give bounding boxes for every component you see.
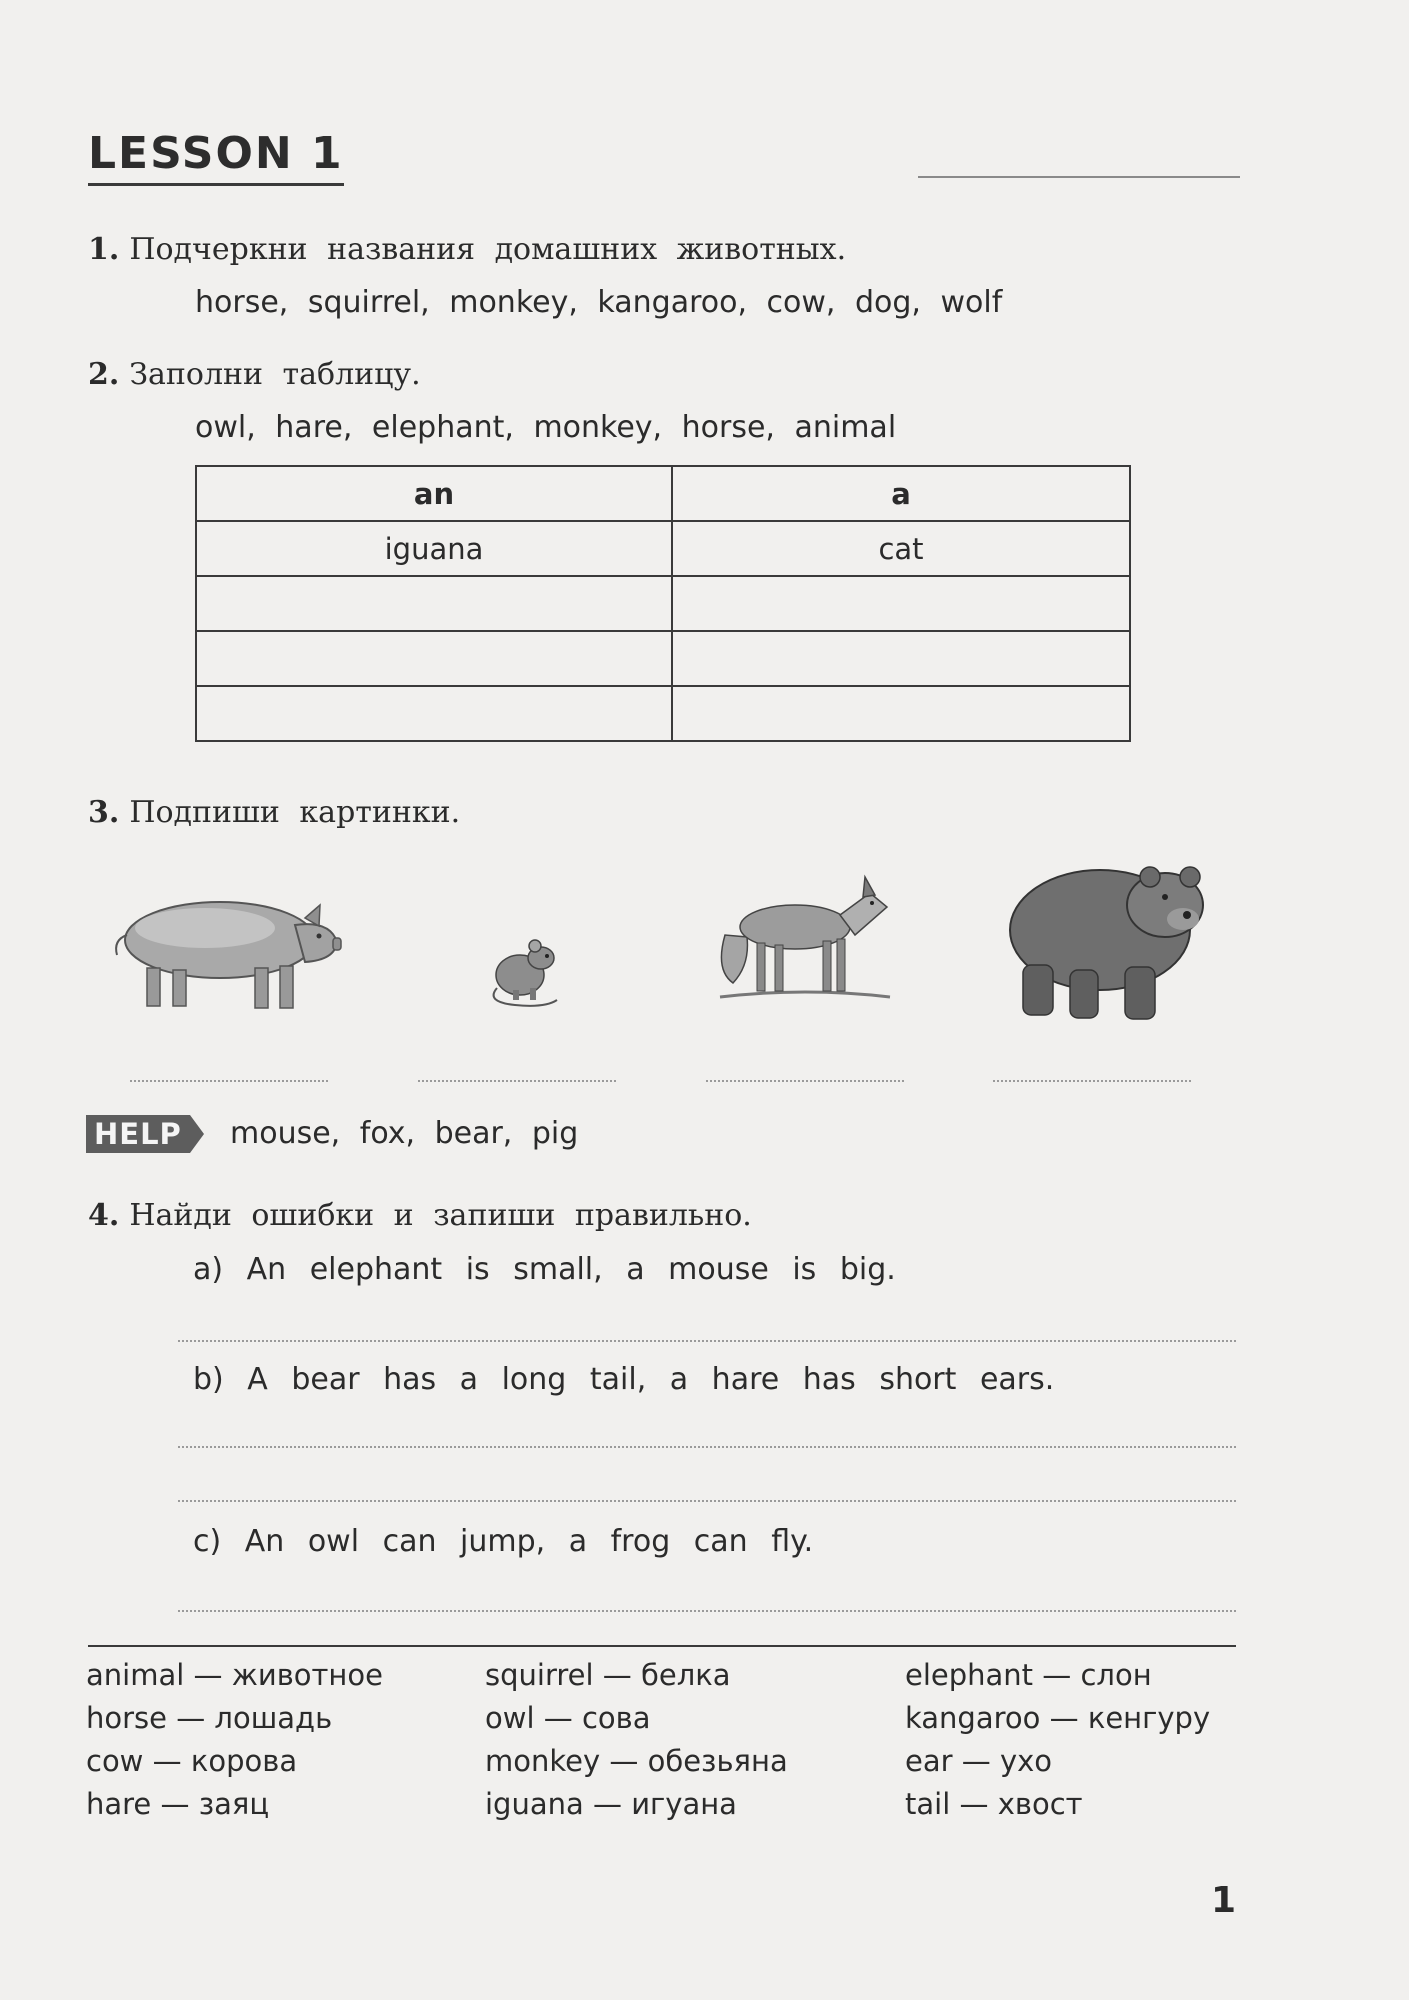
sentence-b (193, 1362, 1054, 1397)
help-badge: HELP (86, 1115, 190, 1153)
task-2-instruction (88, 357, 421, 392)
table-cell: iguana (196, 521, 672, 576)
writing-line[interactable] (178, 1610, 1236, 1612)
vocab-entry: elephant — слон (905, 1658, 1152, 1692)
vocab-entry: kangaroo — кенгуру (905, 1701, 1211, 1735)
sentence-c (193, 1524, 813, 1559)
vocab-entry: iguana — игуана (485, 1787, 737, 1821)
sentence-label: b) (193, 1362, 224, 1397)
table-header-row (196, 466, 1130, 521)
vocabulary-column-2 (485, 1654, 788, 1826)
table-cell[interactable] (196, 631, 672, 686)
sentence-text: An elephant is small, a mouse is big. (246, 1252, 896, 1287)
vocab-entry: hare — заяц (86, 1787, 270, 1821)
table-cell[interactable] (196, 686, 672, 741)
task-2-number: 2. (88, 357, 120, 392)
help-word-list: mouse, fox, bear, pig (230, 1116, 579, 1151)
bear-illustration (1005, 855, 1220, 1025)
task-4-number: 4. (88, 1198, 120, 1233)
writing-line[interactable] (178, 1446, 1236, 1448)
table-cell[interactable] (672, 576, 1130, 631)
vocab-entry: owl — сова (485, 1701, 651, 1735)
table-cell[interactable] (196, 576, 672, 631)
task-1-number: 1. (88, 232, 120, 267)
task-2-word-list: owl, hare, elephant, monkey, horse, animal (195, 410, 897, 445)
table-row (196, 631, 1130, 686)
lesson-title: LESSON 1 (88, 128, 344, 186)
sentence-label: c) (193, 1524, 222, 1559)
task-3-text: Подпиши картинки. (129, 795, 461, 830)
sentence-text: A bear has a long tail, a hare has short ears. (247, 1362, 1055, 1397)
task-3-instruction (88, 795, 460, 830)
picture-answer-line[interactable] (130, 1080, 328, 1082)
task-3-number: 3. (88, 795, 120, 830)
vocab-entry: horse — лошадь (86, 1701, 333, 1735)
writing-line[interactable] (178, 1340, 1236, 1342)
task-4-instruction (88, 1198, 752, 1233)
sentence-label: a) (193, 1252, 224, 1287)
vocabulary-column-3 (905, 1654, 1210, 1826)
page-number: 1 (1211, 1880, 1237, 1921)
vocabulary-column-1 (86, 1654, 383, 1826)
table-cell[interactable] (672, 631, 1130, 686)
vocab-entry: animal — животное (86, 1658, 383, 1692)
table-cell: cat (672, 521, 1130, 576)
table-row (196, 576, 1130, 631)
vocab-entry: ear — ухо (905, 1744, 1053, 1778)
vocab-entry: squirrel — белка (485, 1658, 731, 1692)
task-2-text: Заполни таблицу. (129, 357, 421, 392)
sentence-text: An owl can jump, a frog can fly. (244, 1524, 814, 1559)
table-row (196, 686, 1130, 741)
vocab-entry: cow — корова (86, 1744, 298, 1778)
writing-line[interactable] (178, 1500, 1236, 1502)
next-page-bleed-line (918, 176, 1240, 178)
picture-answer-line[interactable] (993, 1080, 1191, 1082)
fox-illustration (715, 865, 895, 1010)
picture-answer-line[interactable] (706, 1080, 904, 1082)
task-4-text: Найди ошибки и запиши правильно. (129, 1198, 752, 1233)
pig-illustration (105, 880, 345, 1015)
table-cell[interactable] (672, 686, 1130, 741)
an-a-table (195, 465, 1131, 742)
table-header-an: an (196, 466, 672, 521)
task-1-text: Подчеркни названия домашних животных. (129, 232, 847, 267)
vocab-entry: tail — хвост (905, 1787, 1083, 1821)
picture-answer-line[interactable] (418, 1080, 616, 1082)
mouse-illustration (475, 930, 575, 1010)
task-1-word-list: horse, squirrel, monkey, kangaroo, cow, dog, wolf (195, 285, 1003, 320)
table-header-a: a (672, 466, 1130, 521)
task-1-instruction (88, 232, 846, 267)
vocab-entry: monkey — обезьяна (485, 1744, 788, 1778)
vocabulary-divider (88, 1645, 1236, 1647)
table-row (196, 521, 1130, 576)
sentence-a (193, 1252, 896, 1287)
